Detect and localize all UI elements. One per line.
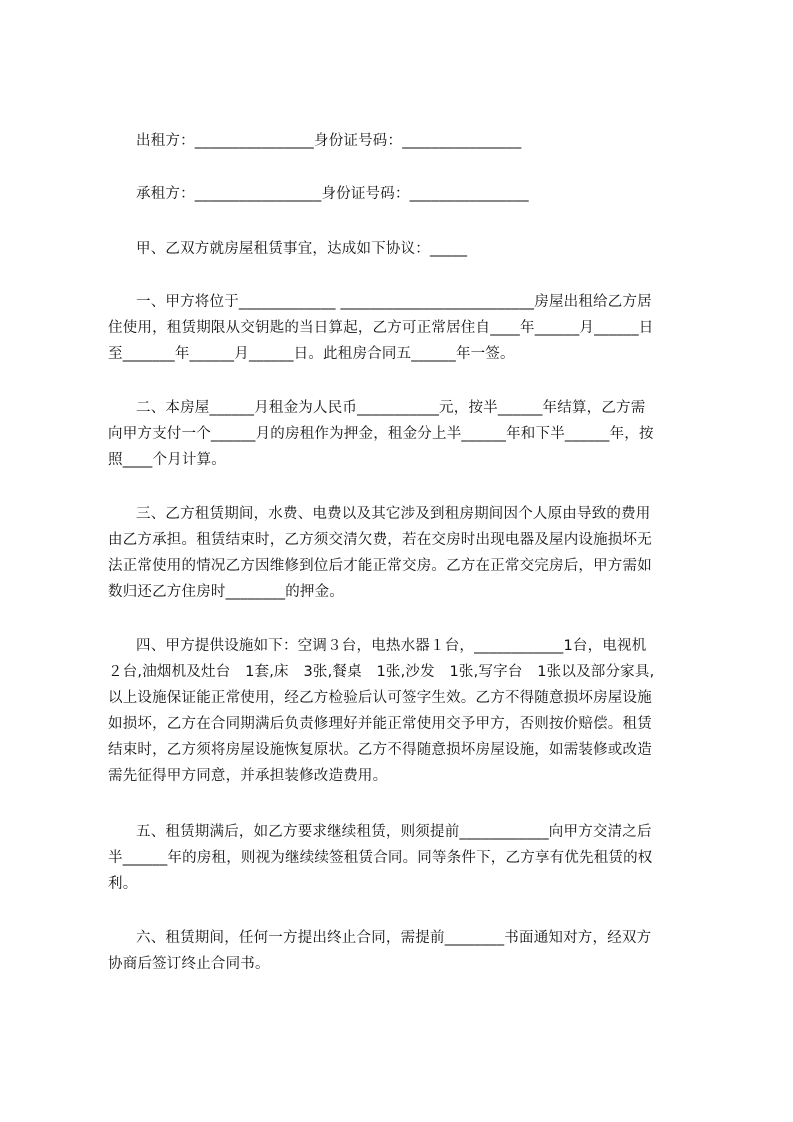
clause-4-line-1: 四、甲方提供设施如下：空调３台，电热水器１台，____________1台，电视机	[136, 638, 647, 654]
clause-1-line-1: 一、甲方将位于_____________ __________________________房屋出租给乙方居	[136, 294, 652, 310]
clause-6-line-2: 协商后签订终止合同书。	[108, 956, 270, 972]
clause-4-line-4: 如损坏，乙方在合同期满后负责修理好并能正常使用交予甲方，否则按价赔偿。租赁	[108, 716, 652, 732]
clause-4-line-2: ２台,油烟机及灶台 1套,床 3张,餐桌 1张,沙发 1张,写字台 1张以及部分家具,	[108, 664, 655, 680]
clause-5-line-3: 利。	[108, 876, 138, 892]
clause-4-line-6: 需先征得甲方同意，并承担装修改造费用。	[108, 768, 388, 784]
clause-1-line-2: 住使用，租赁期限从交钥匙的当日算起，乙方可正常居住自____年______月______日	[108, 320, 654, 336]
clause-1-line-3: 至_______年______月______日。此租房合同五______年一签。	[108, 346, 515, 362]
clause-3-line-2: 由乙方承担。租赁结束时，乙方须交清欠费，若在交房时出现电器及屋内设施损坏无	[108, 532, 652, 548]
clause-3-line-3: 法正常使用的情况乙方因维修到位后才能正常交房。乙方在正常交完房后，甲方需如	[108, 558, 652, 574]
clause-2-line-2: 向甲方支付一个______月的房租作为押金，租金分上半______年和下半______年，按	[108, 426, 654, 442]
clause-6-line-1: 六、租赁期间，任何一方提出终止合同，需提前________书面通知对方，经双方	[136, 930, 652, 946]
lessor-line: 出租方：________________身份证号码：________________	[136, 133, 522, 149]
lessee-line: 承租方：_________________身份证号码：________________	[136, 186, 529, 202]
clause-2-line-3: 照____个月计算。	[108, 452, 226, 468]
agreement-intro: 甲、乙双方就房屋租赁事宜，达成如下协议：_____	[136, 241, 468, 257]
clause-5-line-2: 半______年的房租，则视为继续续签租赁合同。同等条件下，乙方享有优先租赁的权	[108, 850, 653, 866]
clause-3-line-1: 三、乙方租赁期间，水费、电费以及其它涉及到租房期间因个人原由导致的费用	[136, 506, 651, 522]
clause-5-line-1: 五、租赁期满后，如乙方要求继续租赁，则须提前____________向甲方交清之后	[136, 824, 652, 840]
clause-2-line-1: 二、本房屋______月租金为人民币___________元，按半______年结算，乙方需	[136, 400, 646, 416]
clause-3-line-4: 数归还乙方住房时________的押金。	[108, 584, 344, 600]
clause-4-line-3: 以上设施保证能正常使用，经乙方检验后认可签字生效。乙方不得随意损坏房屋设施	[108, 690, 652, 706]
clause-4-line-5: 结束时，乙方须将房屋设施恢复原状。乙方不得随意损坏房屋设施，如需装修或改造	[108, 742, 652, 758]
